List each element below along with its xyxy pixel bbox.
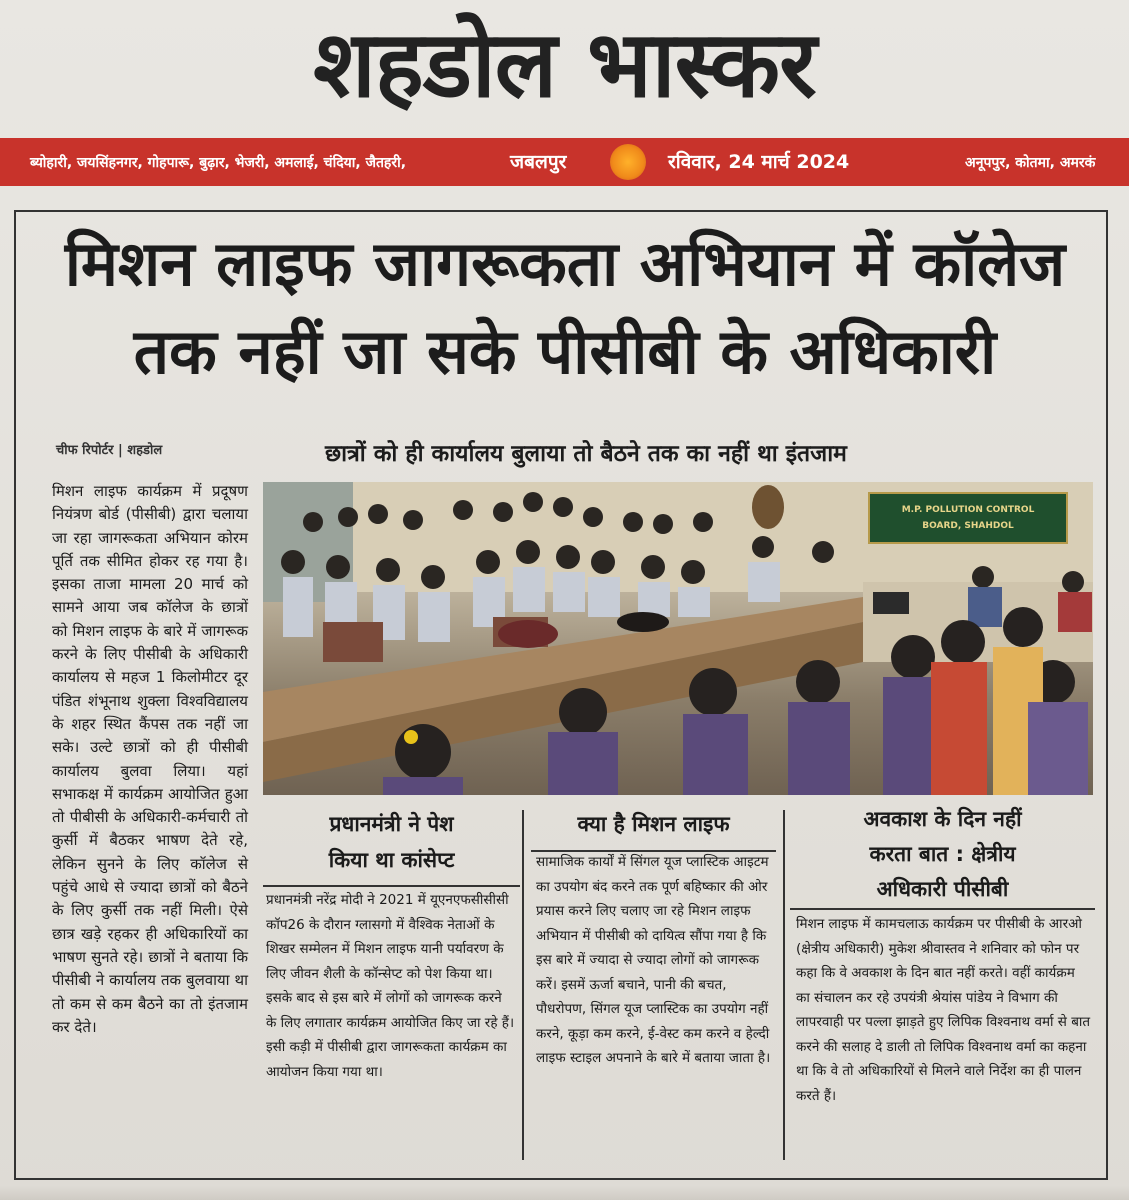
issue-date: रविवार, 24 मार्च 2024 — [668, 151, 850, 173]
box2-title-line-1: क्या है मिशन लाइफ — [577, 812, 730, 836]
column-divider-1 — [522, 810, 524, 1160]
editions-left: ब्योहारी, जयसिंहनगर, गोहपारू, बुढ़ार, भेजरी, अमलाई, चंदिया, जैतहरी, — [30, 155, 407, 171]
box1-title — [263, 806, 520, 878]
column-divider-2 — [783, 810, 785, 1160]
edition-bar — [0, 138, 1129, 186]
article-headline — [20, 220, 1110, 396]
headline-line-1: मिशन लाइफ जागरूकता अभियान में कॉलेज — [64, 227, 1066, 300]
article-body: मिशन लाइफ कार्यक्रम में प्रदूषण नियंत्रण बोर्ड (पीसीबी) द्वारा चलाया जा रहा जागरूकता अभियान कोरम पूर्ति तक सीमित होकर रह गया है। इसका ताजा मामला 20 मार्च को सामने आया जब कॉलेज के छात्रों को मिशन लाइफ के बारे में जागरूक करने के लिए पीसीबी के अधिकारी कार्यालय से महज 1 किलोमीटर दूर पंडित शंभूनाथ शुक्ला विश्वविद्यालय के शहर स्थित कैंपस तक नहीं जा सके। उल्टे छात्रों को ही पीसीबी कार्यालय बुलवा लिया। यहां सभाकक्ष में कार्यक्रम आयोजित हुआ तो पीबीसी के अधिकारी-कर्मचारी तो कुर्सी में बैठकर भाषण देते रहे, लेकिन सुनने के लिए कॉलेज से पहुंचे आधे से ज्यादा छात्रों को बैठने के लिए कुर्सी तक नहीं मिली। ऐसे छात्र खड़े रहकर ही अधिकारियों का भाषण सुनते रहे। छात्रों ने बताया कि पीसीबी ने कार्यालय तक बुलवाया था तो कम से कम बैठने का तो इंतजाम कर देते। — [52, 482, 248, 1036]
box1-title-rule — [263, 885, 520, 887]
byline: चीफ रिपोर्टर | शहडोल — [56, 443, 163, 458]
box1-title-line-1: प्रधानमंत्री ने पेश — [329, 812, 454, 836]
sun-logo-icon — [610, 144, 646, 180]
city-label: जबलपुर — [510, 151, 567, 173]
signboard-line-2: BOARD, SHAHDOL — [922, 521, 1014, 531]
masthead — [0, 10, 1129, 135]
newspaper-title: शहडोल भास्कर — [313, 11, 816, 118]
box3-title-line-3: अधिकारी पीसीबी — [876, 877, 1009, 901]
box3-title — [790, 802, 1095, 907]
box3-title-rule — [790, 908, 1095, 910]
headline-line-2: तक नहीं जा सके पीसीबी के अधिकारी — [133, 315, 997, 388]
box2-title — [531, 806, 776, 842]
box3-title-line-1: अवकाश के दिन नहीं — [863, 807, 1022, 831]
box2-text: सामाजिक कार्यों में सिंगल यूज प्लास्टिक आइटम का उपयोग बंद करने तक पूर्ण बहिष्कार की ओर प्रयास करने लिए चलाए जा रहे मिशन लाइफ अभियान में पीसीबी को दायित्व सौंपा गया है कि इस बारे में ज्यादा से ज्यादा लोगों को जागरूक करें। इसमें ऊर्जा बचाने, पानी की बचत, पौधरोपण, सिंगल यूज प्लास्टिक का उपयोग नहीं करने, कूड़ा कम करने, ई-वेस्ट कम करने व हेल्दी लाइफ स्टाइल अपनाने के बारे में बताया जाता है। — [536, 854, 771, 1066]
box1-title-line-2: किया था कांसेप्ट — [328, 848, 455, 872]
next-article-strip — [0, 1186, 1129, 1200]
box3-title-line-2: करता बात : क्षेत्रीय — [869, 842, 1016, 866]
box1-text: प्रधानमंत्री नरेंद्र मोदी ने 2021 में यूएनएफसीसीसी कॉप26 के दौरान ग्लासगो में वैश्विक नेताओं के शिखर सम्मेलन में मिशन लाइफ यानी पर्यावरण के लिए जीवन शैली के कॉन्सेप्ट को पेश किया था। इसके बाद से इस बारे में लोगों को जागरूक करने के लिए लगातार कार्यक्रम आयोजित किए जा रहे हैं। इसी कड़ी में पीसीबी द्वारा जागरूकता कार्यक्रम का आयोजन किया गया था। — [266, 892, 515, 1080]
signboard-line-1: M.P. POLLUTION CONTROL — [901, 505, 1035, 515]
pcb-signboard — [868, 492, 1068, 544]
editions-right: अनूपपुर, कोतमा, अमरकं — [965, 155, 1096, 171]
subheadline: छात्रों को ही कार्यालय बुलाया तो बैठने तक का नहीं था इंतजाम — [325, 441, 847, 467]
box3-text: मिशन लाइफ में कामचलाऊ कार्यक्रम पर पीसीबी के आरओ (क्षेत्रीय अधिकारी) मुकेश श्रीवास्तव ने शनिवार को फोन पर कहा कि वे अवकाश के दिन बात नहीं करते। वहीं कार्यक्रम का संचालन कर रहे उपयंत्री श्रेयांस पांडेय ने विभाग की लापरवाही पर पल्ला झाड़ते हुए लिपिक विश्वनाथ वर्मा से बात करने की सलाह दे डाली तो लिपिक विश्वनाथ वर्मा का कहना था कि वे तो अधिकारियों से मिलने वाले निर्देश का ही पालन करते हैं। — [796, 916, 1091, 1104]
